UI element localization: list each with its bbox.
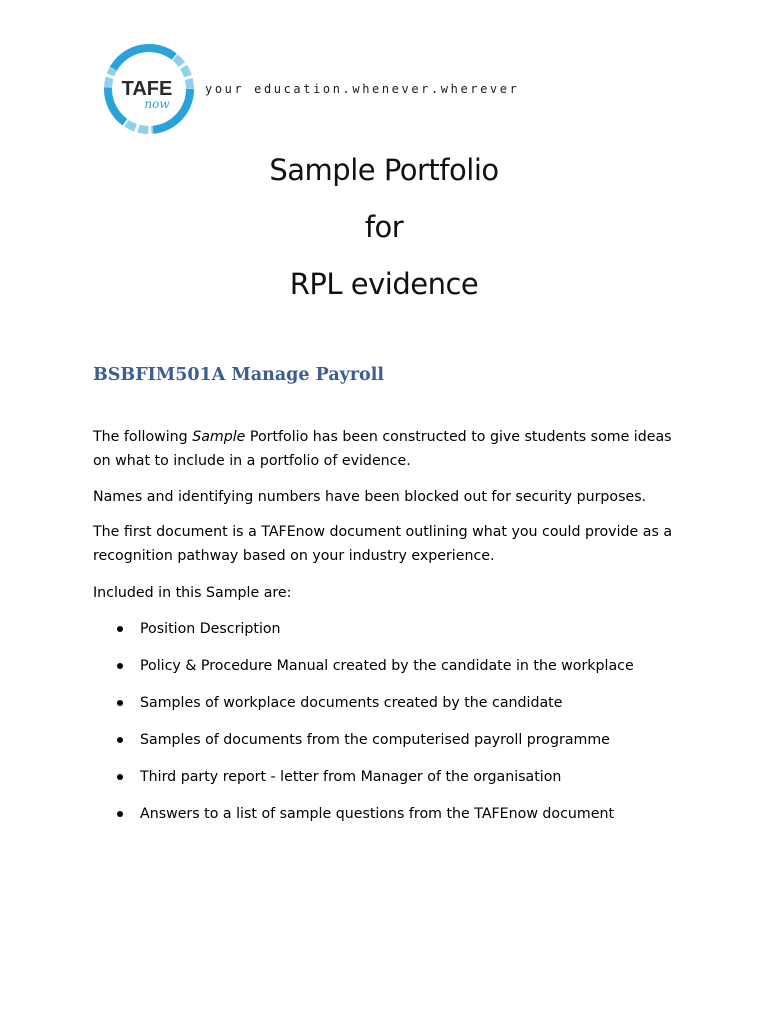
document-title-line-3: RPL evidence <box>289 267 479 301</box>
bullet-icon <box>117 737 123 743</box>
intro-text-start: The following <box>93 429 193 445</box>
unit-heading: BSBFIM501A Manage Payroll <box>93 365 385 385</box>
bullet-icon <box>117 811 123 817</box>
document-title-line-1: Sample Portfolio <box>269 153 499 187</box>
logo-now: now <box>144 97 170 111</box>
list-item-text: Position Description <box>140 621 281 637</box>
list-item <box>0 692 768 714</box>
security-paragraph: Names and identifying numbers have been blocked out for security purposes. <box>93 489 647 505</box>
list-item-text: Policy & Procedure Manual created by the candidate in the workplace <box>140 658 634 674</box>
logo-wordmark: TAFE <box>121 78 173 100</box>
included-paragraph: Included in this Sample are: <box>93 585 292 601</box>
list-item-text: Samples of documents from the computerised payroll programme <box>140 732 610 748</box>
intro-paragraph <box>93 426 678 473</box>
document-title-line-2: for <box>364 210 404 244</box>
list-item <box>0 803 768 825</box>
bullet-icon <box>117 700 123 706</box>
bullet-icon <box>117 626 123 632</box>
bullet-icon <box>117 663 123 669</box>
list-item-text: Samples of workplace documents created by the candidate <box>140 695 563 711</box>
list-item <box>0 655 768 677</box>
bullet-icon <box>117 774 123 780</box>
tafenow-logo <box>103 43 195 135</box>
list-item-text: Third party report - letter from Manager of the organisation <box>140 769 562 785</box>
list-item-text: Answers to a list of sample questions from the TAFEnow document <box>140 806 615 822</box>
list-item <box>0 766 768 788</box>
intro-emphasis: Sample <box>192 429 246 445</box>
first-document-paragraph: The first document is a TAFEnow document outlining what you could provide as a recognition pathway based on your industry experience. <box>93 524 673 564</box>
intro-text-end: Portfolio has been constructed to give students some ideas on what to include in a portfolio of evidence. <box>93 429 672 469</box>
list-item <box>0 618 768 640</box>
tagline: your education.whenever.wherever <box>205 82 520 96</box>
list-item <box>0 729 768 751</box>
